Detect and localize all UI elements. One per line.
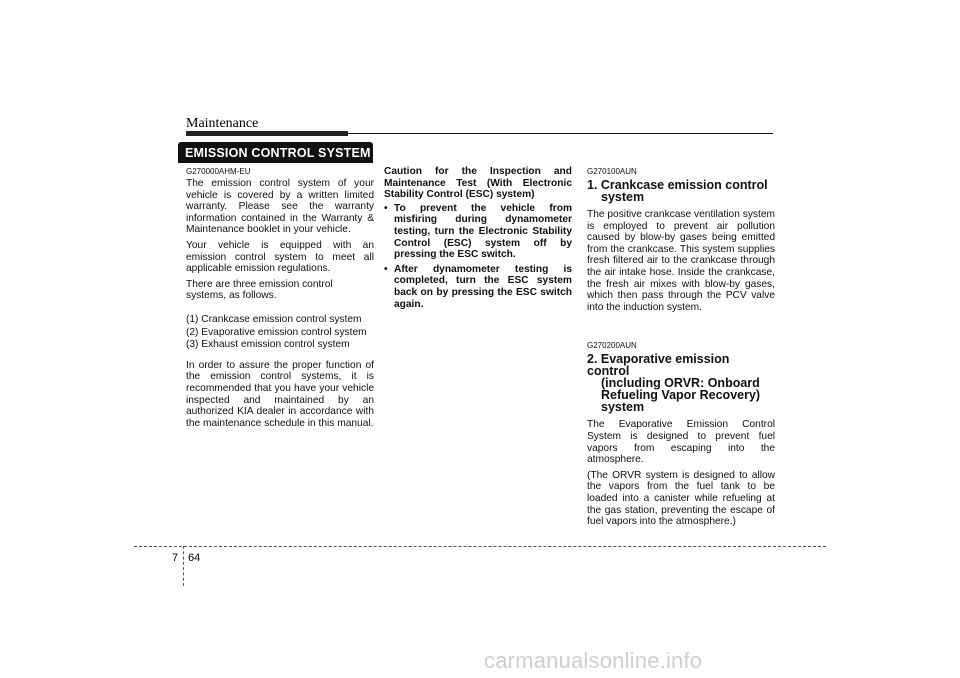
crankcase-paragraph: The positive crankcase ventilation system is employed to prevent air pollution caused by blow-by gases being emitted from the crankcase. This system supplies fresh filtered air to the crankcase through the air intake hose. Inside the crankcase, the fresh air mixes with blow-by gases, which then pass through the PCV valve into the induction system. bbox=[587, 209, 775, 313]
chapter-number: 7 bbox=[172, 552, 179, 564]
column-1 bbox=[186, 163, 374, 433]
section-code: G270000AHM-EU bbox=[186, 167, 251, 176]
running-header-title: Maintenance bbox=[186, 116, 259, 131]
systems-intro-paragraph: There are three emission control systems, as follows. bbox=[186, 278, 333, 302]
section-code: G270200AUN bbox=[587, 341, 637, 351]
system-list-item: (1) Crankcase emission control system bbox=[186, 313, 362, 325]
caution-bullets bbox=[384, 203, 572, 310]
column-2 bbox=[384, 163, 572, 313]
footer-divider bbox=[183, 546, 184, 586]
orvr-paragraph: (The ORVR system is designed to allow the vapors from the fuel tank to be loaded into a canister while refueling at the gas station, preventing the escape of fuel vapors into the atmosphere.) bbox=[587, 469, 775, 528]
warranty-paragraph: The emission control system of your vehicle is covered by a written limited warranty. Please see the warranty information contained in the Warranty & Maintenance booklet in your vehicle. bbox=[186, 178, 374, 236]
header-accent-bar bbox=[186, 131, 348, 136]
caution-bullet: • After dynamometer testing is completed, turn the ESC system back on by pressing the ESC switch again. bbox=[384, 263, 572, 310]
evaporative-heading: 2. Evaporative emission control (including ORVR: Onboard Refueling Vapor Recovery) system bbox=[587, 352, 761, 415]
bullet-icon: • bbox=[384, 263, 388, 275]
equipment-paragraph: Your vehicle is equipped with an emission control system to meet all applicable emission regulations. bbox=[186, 239, 374, 275]
bullet-icon: • bbox=[384, 202, 388, 214]
footer-rule bbox=[134, 546, 826, 547]
caution-bullet: • To prevent the vehicle from misfiring during dynamometer testing, turn the Electronic Stability Control (ESC) system off by pressing the ESC switch. bbox=[384, 202, 572, 261]
page-number: 64 bbox=[188, 552, 201, 564]
evaporative-paragraph: The Evaporative Emission Control System is designed to prevent fuel vapors from escaping into the atmosphere. bbox=[587, 419, 775, 466]
section-code: G270100AUN bbox=[587, 167, 637, 176]
column-3 bbox=[587, 163, 775, 532]
caution-heading: Caution for the Inspection and Maintenance Test (With Electronic Stability Control (ESC) system) bbox=[384, 166, 572, 201]
crankcase-heading: 1. Crankcase emission control system bbox=[587, 178, 768, 204]
section-title: EMISSION CONTROL SYSTEM bbox=[185, 146, 371, 160]
watermark: carmanualsonline.info bbox=[484, 648, 703, 673]
maintenance-paragraph: In order to assure the proper function of the emission control systems, it is recommended that you have your vehicle inspected and maintained by an authorized KIA dealer in accordance with the maintenance schedule in this manual. bbox=[186, 359, 374, 429]
system-list-item: (2) Evaporative emission control system bbox=[186, 326, 367, 338]
system-list-item: (3) Exhaust emission control system bbox=[186, 339, 350, 351]
